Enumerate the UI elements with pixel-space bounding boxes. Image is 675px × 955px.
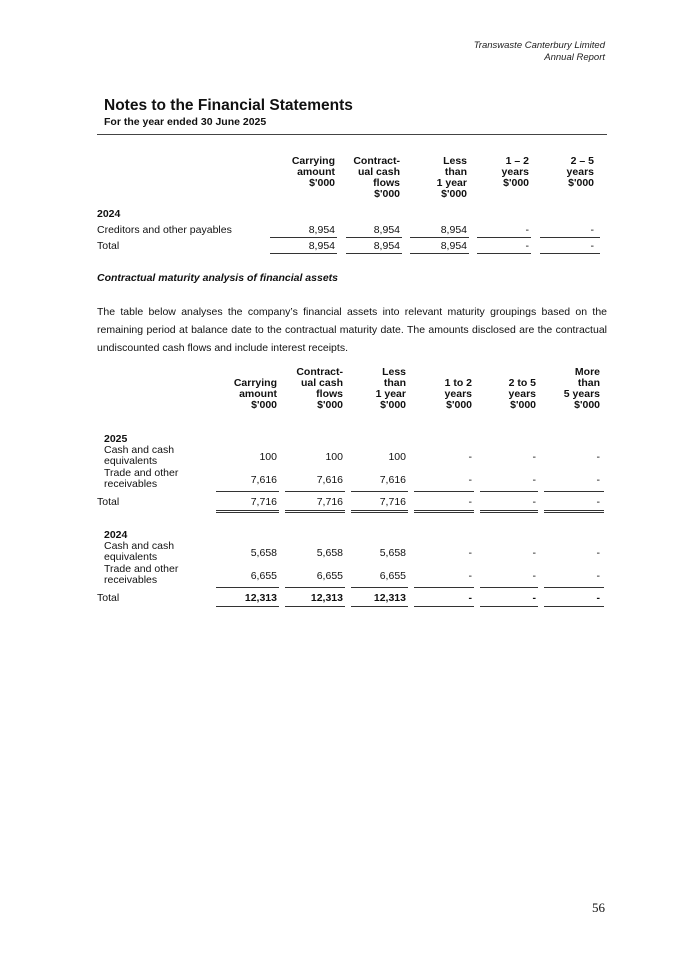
section-paragraph: The table below analyses the company’s financial assets into relevant maturity groupings based on the remaining period at balance date to the contractual maturity date. The amounts disclosed are the contractual undiscounted cash flows and include interest receipts. bbox=[97, 306, 607, 354]
total-cell: 12,313 bbox=[244, 592, 277, 604]
column-header-line: $'000 bbox=[441, 188, 467, 200]
column-header bbox=[353, 156, 400, 200]
column-header bbox=[564, 367, 600, 411]
row-label-line: equivalents bbox=[104, 455, 158, 467]
row-label bbox=[104, 541, 174, 563]
column-header-line: than bbox=[577, 377, 600, 389]
column-header-line: than bbox=[383, 377, 406, 389]
total-underline bbox=[414, 510, 474, 513]
total-cell: - bbox=[532, 496, 536, 508]
total-underline bbox=[351, 606, 408, 607]
column-header-line: 1 year bbox=[375, 388, 406, 400]
column-header-line: $'000 bbox=[380, 399, 406, 411]
row-label-line: receivables bbox=[104, 574, 158, 586]
total-underline bbox=[544, 606, 604, 607]
total-cell: - bbox=[596, 592, 600, 604]
column-header bbox=[502, 156, 529, 189]
table-cell: 8,954 bbox=[308, 224, 335, 236]
column-header-line: 5 years bbox=[563, 388, 600, 400]
row-label: Total bbox=[97, 240, 120, 252]
table-cell: 8,954 bbox=[308, 240, 335, 252]
row-underline bbox=[216, 491, 279, 492]
table-cell: 8,954 bbox=[373, 224, 400, 236]
table-cell: - bbox=[468, 570, 472, 582]
column-header-line: years bbox=[508, 388, 536, 400]
page-title: Notes to the Financial Statements bbox=[104, 97, 353, 114]
report-header bbox=[474, 40, 605, 64]
total-underline bbox=[544, 510, 604, 513]
total-underline bbox=[477, 253, 531, 254]
row-label-line: Trade and other bbox=[104, 467, 179, 479]
column-header bbox=[567, 156, 594, 189]
column-header-line: flows bbox=[373, 177, 400, 189]
column-header-line: Carrying bbox=[233, 377, 277, 389]
table-cell: 8,954 bbox=[440, 224, 467, 236]
table-cell: 8,954 bbox=[373, 240, 400, 252]
total-underline bbox=[410, 253, 469, 254]
company-name: Transwaste Canterbury Limited bbox=[473, 40, 605, 51]
table-cell: 8,954 bbox=[440, 240, 467, 252]
table-cell: - bbox=[590, 224, 594, 236]
table-cell: - bbox=[468, 474, 472, 486]
column-header-line: 1 year bbox=[436, 177, 467, 189]
table-cell: - bbox=[532, 547, 536, 559]
column-header-line: $'000 bbox=[574, 399, 600, 411]
total-underline bbox=[270, 253, 337, 254]
page-subtitle: For the year ended 30 June 2025 bbox=[104, 116, 267, 128]
column-header bbox=[234, 378, 277, 411]
column-header-line: 2 to 5 bbox=[508, 377, 536, 389]
column-header bbox=[296, 367, 343, 411]
column-header bbox=[292, 156, 335, 189]
report-name: Annual Report bbox=[544, 52, 605, 63]
year-label: 2024 bbox=[97, 208, 121, 220]
page-number: 56 bbox=[592, 900, 605, 915]
column-header-line: Less bbox=[382, 366, 406, 378]
total-label: Total bbox=[97, 592, 120, 604]
total-underline bbox=[216, 510, 279, 513]
total-underline bbox=[414, 606, 474, 607]
table-cell: 5,658 bbox=[316, 547, 343, 559]
table-cell: 5,658 bbox=[250, 547, 277, 559]
row-label-line: Cash and cash bbox=[104, 444, 175, 456]
row-underline bbox=[480, 491, 538, 492]
column-header-line: Contract- bbox=[296, 366, 343, 378]
year-label: 2024 bbox=[104, 529, 128, 541]
total-underline bbox=[540, 253, 600, 254]
row-underline bbox=[414, 587, 474, 588]
row-label-line: receivables bbox=[104, 478, 158, 490]
total-underline bbox=[285, 606, 345, 607]
row-underline bbox=[544, 587, 604, 588]
total-underline bbox=[351, 510, 408, 513]
total-underline bbox=[346, 253, 402, 254]
total-cell: - bbox=[532, 592, 536, 604]
total-cell: 7,716 bbox=[316, 496, 343, 508]
column-header bbox=[437, 156, 467, 200]
table-cell: 7,616 bbox=[250, 474, 277, 486]
row-label-line: Trade and other bbox=[104, 563, 179, 575]
total-underline bbox=[216, 606, 279, 607]
row-label bbox=[104, 564, 178, 586]
column-header-line: $'000 bbox=[568, 177, 594, 189]
table-cell: - bbox=[525, 240, 529, 252]
column-header-line: $'000 bbox=[446, 399, 472, 411]
table-row bbox=[97, 222, 607, 238]
table-cell: 100 bbox=[259, 451, 277, 463]
row-underline bbox=[351, 587, 408, 588]
table-cell: 7,616 bbox=[316, 474, 343, 486]
total-cell: 7,716 bbox=[250, 496, 277, 508]
column-header-line: 1 – 2 bbox=[505, 155, 529, 167]
total-cell: - bbox=[468, 592, 472, 604]
column-header-line: ual cash bbox=[357, 166, 400, 178]
total-cell: - bbox=[596, 496, 600, 508]
table-cell: - bbox=[596, 547, 600, 559]
total-underline bbox=[480, 606, 538, 607]
column-header-line: 2 – 5 bbox=[570, 155, 594, 167]
column-header-line: than bbox=[444, 166, 467, 178]
column-header-line: Less bbox=[443, 155, 467, 167]
row-underline bbox=[346, 237, 402, 238]
table-cell: - bbox=[596, 570, 600, 582]
column-header-line: amount bbox=[297, 166, 335, 178]
row-underline bbox=[410, 237, 469, 238]
total-cell: 7,716 bbox=[379, 496, 406, 508]
row-underline bbox=[477, 237, 531, 238]
column-header-line: $'000 bbox=[510, 399, 536, 411]
row-label bbox=[104, 445, 174, 467]
column-header-line: $'000 bbox=[374, 188, 400, 200]
year-label: 2025 bbox=[104, 433, 128, 445]
row-label-line: Cash and cash bbox=[104, 540, 175, 552]
column-header-line: flows bbox=[316, 388, 343, 400]
table-cell: 5,658 bbox=[379, 547, 406, 559]
column-header-line: $'000 bbox=[251, 399, 277, 411]
row-label: Creditors and other payables bbox=[97, 224, 232, 236]
column-header bbox=[376, 367, 406, 411]
column-header bbox=[445, 378, 472, 411]
row-label-line: equivalents bbox=[104, 551, 158, 563]
column-header-line: $'000 bbox=[317, 399, 343, 411]
row-underline bbox=[351, 491, 408, 492]
total-underline bbox=[285, 510, 345, 513]
column-header-line: More bbox=[574, 366, 600, 378]
column-header-line: $'000 bbox=[309, 177, 335, 189]
table-cell: - bbox=[596, 474, 600, 486]
column-header-line: 1 to 2 bbox=[444, 377, 472, 389]
column-header-line: years bbox=[566, 166, 594, 178]
table-cell: 6,655 bbox=[250, 570, 277, 582]
column-header-line: years bbox=[444, 388, 472, 400]
table-header-row bbox=[97, 156, 607, 206]
row-underline bbox=[216, 587, 279, 588]
table-cell: - bbox=[532, 451, 536, 463]
table-cell: - bbox=[590, 240, 594, 252]
column-header-line: Carrying bbox=[291, 155, 335, 167]
column-header-line: $'000 bbox=[503, 177, 529, 189]
table-cell: - bbox=[532, 570, 536, 582]
row-underline bbox=[414, 491, 474, 492]
table-cell: - bbox=[525, 224, 529, 236]
total-cell: 12,313 bbox=[373, 592, 406, 604]
table-cell: 100 bbox=[388, 451, 406, 463]
column-header-line: amount bbox=[239, 388, 277, 400]
total-cell: - bbox=[468, 496, 472, 508]
row-underline bbox=[270, 237, 337, 238]
total-cell: 12,313 bbox=[310, 592, 343, 604]
row-underline bbox=[285, 491, 345, 492]
row-label bbox=[104, 468, 178, 490]
column-header-line: Contract- bbox=[353, 155, 400, 167]
row-underline bbox=[544, 491, 604, 492]
table-cell: 7,616 bbox=[379, 474, 406, 486]
table-cell: - bbox=[532, 474, 536, 486]
table-cell: 6,655 bbox=[316, 570, 343, 582]
total-label: Total bbox=[97, 496, 120, 508]
table-cell: - bbox=[468, 547, 472, 559]
row-underline bbox=[540, 237, 600, 238]
table-cell: - bbox=[596, 451, 600, 463]
row-underline bbox=[480, 587, 538, 588]
row-underline bbox=[285, 587, 345, 588]
column-header-line: ual cash bbox=[300, 377, 343, 389]
table-cell: 6,655 bbox=[379, 570, 406, 582]
payables-maturity-table bbox=[97, 155, 607, 252]
table-cell: 100 bbox=[325, 451, 343, 463]
total-underline bbox=[480, 510, 538, 513]
section-title: Contractual maturity analysis of financial assets bbox=[97, 272, 338, 284]
column-header bbox=[509, 378, 536, 411]
table-row bbox=[97, 238, 607, 254]
title-divider bbox=[97, 134, 607, 135]
column-header-line: years bbox=[501, 166, 529, 178]
table-cell: - bbox=[468, 451, 472, 463]
